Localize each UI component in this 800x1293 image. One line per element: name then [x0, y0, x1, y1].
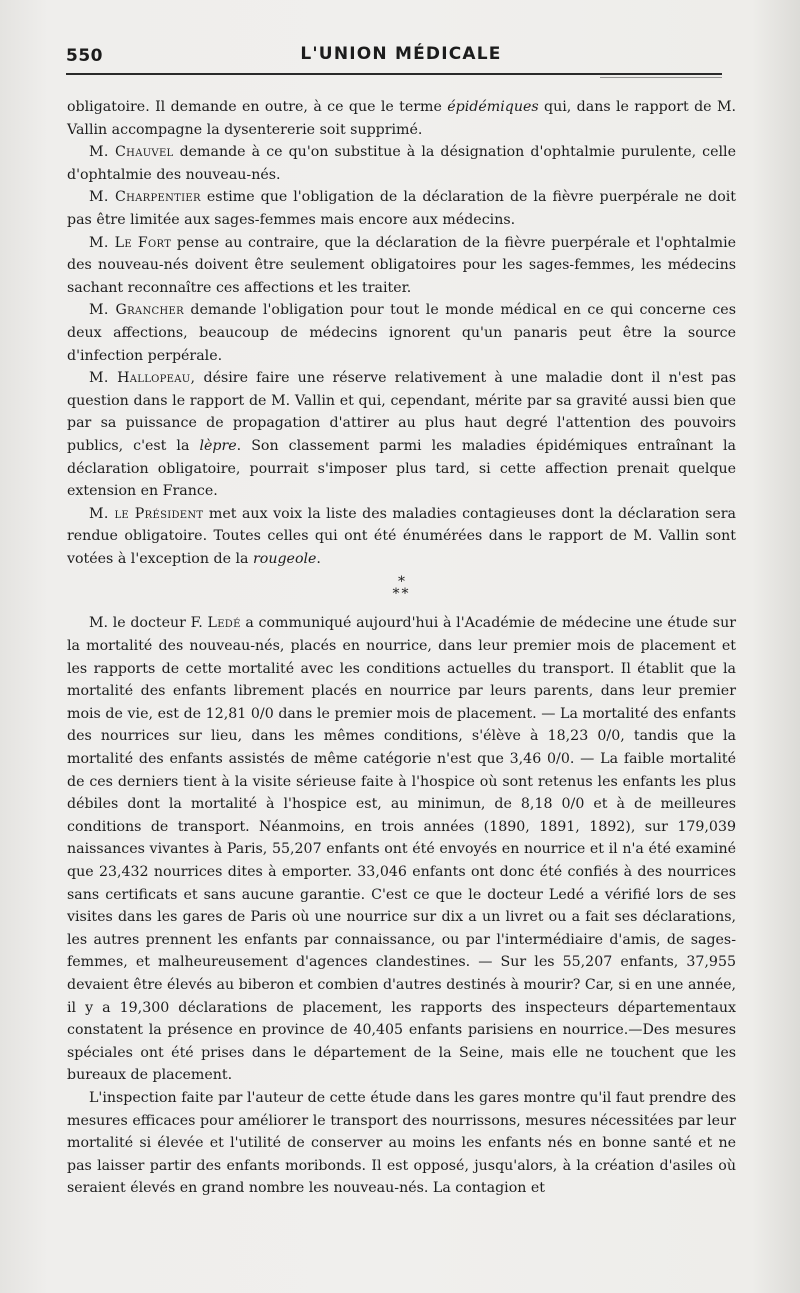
asterism-top: *	[398, 574, 405, 591]
speaker-grancher: M. Grancher	[89, 302, 184, 319]
term-lepre: lèpre	[199, 437, 237, 454]
section-asterism	[67, 570, 736, 612]
author-lede: Ledé	[207, 615, 241, 632]
paragraph-inspection: L'inspection faite par l'auteur de cette étude dans les gares montre qu'il faut prendre des mesures efficaces pour améliorer le transport des nourrissons, mesures nécessitées par leur mortalité si élevée et l'utilité de conserver au moins les enfants nés en bonne santé et ne pas laisser partir des enfants moribonds. Il est opposé, jusqu'alors, à la création d'asiles où seraient élevés en grand nombre les nouveau-nés. La contagion et	[67, 1089, 736, 1197]
speaker-hallopeau: M. Hallopeau,	[89, 370, 196, 387]
paragraph-president: M. le Président met aux voix la liste des maladies contagieuses dont la déclaration sera rendue obligatoire. Toutes celles qui ont été énumérées dans le rapport de M. Vallin sont votées à l'exception de la rougeole.	[67, 505, 736, 567]
speaker-president: M. le Président	[89, 505, 204, 522]
paragraph-grancher: M. Grancher demande l'obligation pour tout le monde médical en ce qui concerne ces deux affections, beaucoup de médecins ignorent qu'un panaris peut être la source d'infection perpérale.	[67, 302, 736, 364]
paragraph-charpentier: M. Charpentier estime que l'obligation de la déclaration de la fièvre puerpérale ne doit pas être limitée aux sages-femmes mais encore aux médecins.	[67, 189, 736, 228]
term-rougeole: rougeole	[253, 550, 317, 567]
header-rule	[66, 73, 722, 75]
paragraph-hallopeau: M. Hallopeau, désire faire une réserve relativement à une maladie dont il n'est pas question dans le rapport de M. Vallin et qui, cependant, mérite par sa gravité aussi bien que par sa puissance de propagation d'attirer au plus haut degré l'attention des pouvoirs publics, c'est la lèpre. Son classement parmi les maladies épidémiques entraînant la déclaration obligatoire, pourrait s'imposer plus tard, si cette affection prenait quelque extension en France.	[67, 370, 736, 500]
paragraph-chauvel: M. Chauvel demande à ce qu'on substitue à la désignation d'ophtalmie purulente, celle d'ophtalmie des nouveau-nés.	[67, 144, 736, 183]
article-body	[67, 96, 736, 1200]
page-number: 550	[66, 46, 103, 66]
running-title: L'UNION MÉDICALE	[300, 44, 502, 64]
paragraph-1: obligatoire. Il demande en outre, à ce que le terme épidémiques qui, dans le rapport de M. Vallin accompagne la dysentererie soit supprimé.	[67, 99, 736, 138]
page-header	[66, 40, 736, 70]
paragraph-lede-study: M. le docteur F. Ledé a communiqué aujourd'hui à l'Académie de médecine une étude sur la mortalité des nouveau-nés, placés en nourrice, dans leur premier mois de placement et les rapports de cette mortalité avec les conditions actuelles du transport. Il établit que la mortalité des enfants librement placés en nourrice par leurs parents, dans leur premier mois de vie, est de 12,81 0/0 dans le premier mois de placement. — La mortalité des enfants des nourrices sur lieu, dans les mêmes conditions, s'élève à 18,23 0/0, tandis que la mortalité des enfants assistés de même catégorie n'est que 3,46 0/0. — La faible mortalité de ces derniers tient à la visite sérieuse faite à l'hospice où sont retenus les enfants les plus débiles dont la mortalité à l'hospice est, au minimun, de 8,18 0/0 et à de meilleures conditions de transport. Néanmoins, en trois années (1890, 1891, 1892), sur 179,039 naissances vivantes à Paris, 55,207 enfants ont été envoyés en nourrice et il n'a été examiné que 23,432 nourrices dites à emporter. 33,046 enfants ont donc été confiés à des nourrices sans certificats et sans aucune garantie. C'est ce que le docteur Ledé a vérifié lors de ses visites dans les gares de Paris où une nourrice sur dix a un livret ou a fait ses déclarations, les autres prennent les enfants par connaissance, ou par l'intermédiaire d'amis, de sages-femmes, et malheureusement d'agences clandestines. — Sur les 55,207 enfants, 37,955 devaient être élevés au biberon et combien d'autres destinés à mourir? Car, si en une année, il y a 19,300 déclarations de placement, les rapports des inspecteurs départementaux constatent la présence en province de 40,405 enfants parisiens en nourrice.—Des mesures spéciales ont été prises dans le département de la Seine, mais elle ne touchent que les bureaux de placement.	[67, 615, 736, 1084]
speaker-charpentier: M. Charpentier	[89, 189, 201, 206]
speaker-le-fort: M. Le Fort	[89, 234, 172, 251]
header-rule-secondary	[600, 77, 722, 78]
speaker-chauvel: M. Chauvel	[89, 144, 174, 161]
paragraph-le-fort: M. Le Fort pense au contraire, que la déclaration de la fièvre puerpérale et l'ophtalmie des nouveau-nés doivent être seulement obligatoires pour les sages-femmes, les médecins sachant reconnaître ces affections et les traiter.	[67, 234, 737, 296]
term-epidemiques: épidémiques	[447, 99, 539, 115]
asterism-bottom: **	[392, 586, 411, 603]
